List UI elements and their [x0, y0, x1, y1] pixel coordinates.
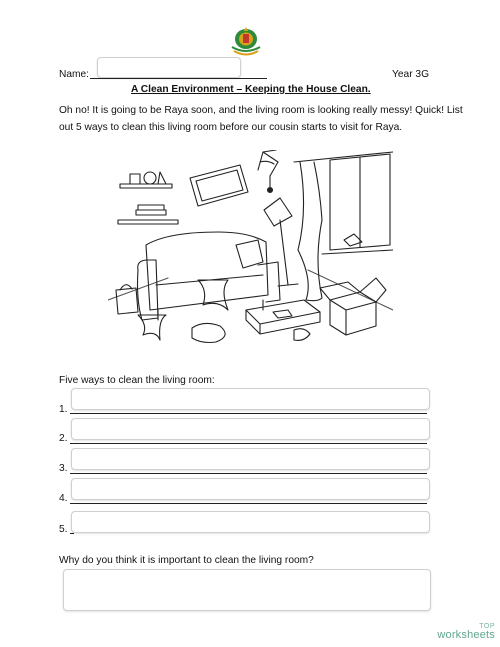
- item-underline-3: [70, 473, 427, 474]
- name-field[interactable]: [97, 57, 241, 78]
- name-label: Name:: [59, 69, 90, 80]
- item-number-5: 5.: [59, 524, 68, 535]
- class-label: Year 3G: [392, 69, 430, 80]
- school-crest-logo: [228, 25, 264, 59]
- list-prompt: Five ways to clean the living room:: [59, 375, 215, 386]
- item-underline-2: [70, 443, 427, 444]
- brand-name: worksheets: [437, 629, 495, 641]
- intro-paragraph: Oh no! It is going to be Raya soon, and the living room is looking really messy! Quick! List out 5 ways to clean this living room before our cousin starts to visit for Raya.: [59, 105, 463, 133]
- item-number-2: 2.: [59, 433, 68, 444]
- item-underline-4: [70, 503, 427, 504]
- worksheet-title: A Clean Environment – Keeping the House Clean.: [131, 84, 371, 95]
- item-number-1: 1.: [59, 404, 68, 415]
- answer-field-2[interactable]: [71, 418, 430, 440]
- item-underline-5: [70, 533, 74, 534]
- messy-living-room-illustration: [108, 150, 393, 355]
- question-text: Why do you think it is important to clean the living room?: [59, 555, 314, 566]
- item-number-3: 3.: [59, 463, 68, 474]
- answer-field-4[interactable]: [71, 478, 430, 500]
- answer-field-5[interactable]: [71, 511, 430, 533]
- name-underline: [90, 78, 267, 79]
- answer-field-1[interactable]: [71, 388, 430, 410]
- brand-top: TOP: [479, 623, 495, 630]
- answer-field-3[interactable]: [71, 448, 430, 470]
- item-underline-1: [70, 413, 427, 414]
- answer-box[interactable]: [63, 569, 431, 611]
- item-number-4: 4.: [59, 493, 68, 504]
- topworksheets-logo: [437, 622, 495, 640]
